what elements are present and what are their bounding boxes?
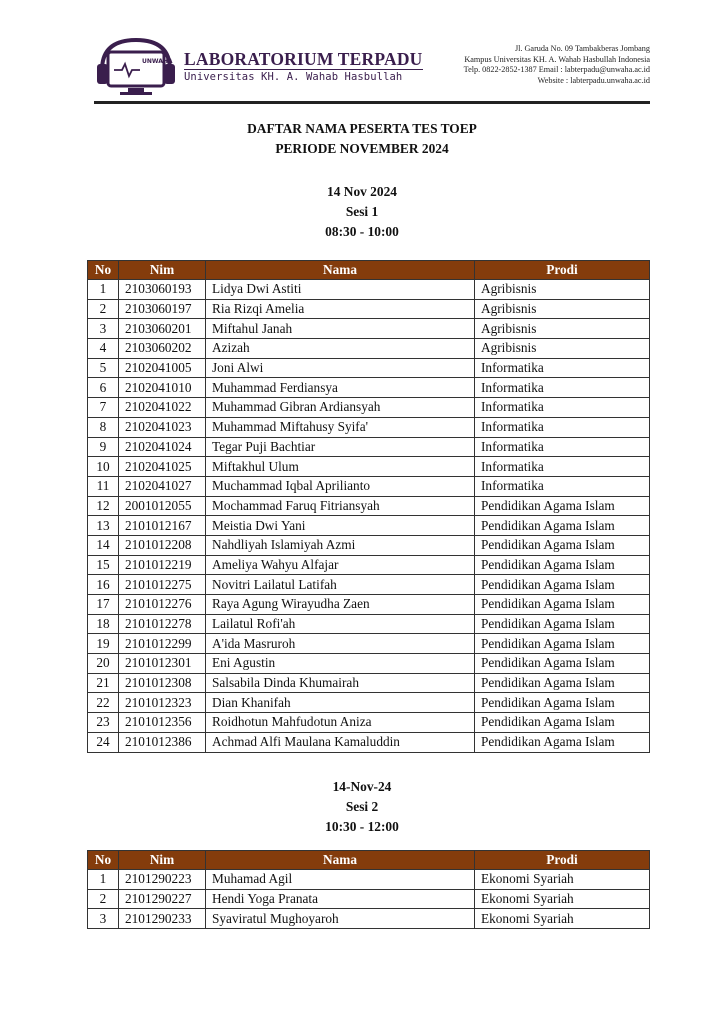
- row-nama: Salsabila Dinda Khumairah: [206, 673, 475, 693]
- table-row: [88, 595, 650, 615]
- row-prodi: Informatika: [475, 358, 650, 378]
- row-prodi: Informatika: [475, 417, 650, 437]
- row-nama: Nahdliyah Islamiyah Azmi: [206, 535, 475, 555]
- row-prodi: Pendidikan Agama Islam: [475, 555, 650, 575]
- row-nama: Eni Agustin: [206, 654, 475, 674]
- row-nim: 2101290223: [119, 870, 206, 890]
- row-prodi: Pendidikan Agama Islam: [475, 535, 650, 555]
- university-name: Universitas KH. A. Wahab Hasbullah: [184, 71, 403, 83]
- row-prodi: Ekonomi Syariah: [475, 889, 650, 909]
- table-row: [88, 496, 650, 516]
- session2-table: [87, 850, 650, 929]
- row-nim: 2101012278: [119, 614, 206, 634]
- row-prodi: Pendidikan Agama Islam: [475, 713, 650, 733]
- document-period: PERIODE NOVEMBER 2024: [275, 141, 449, 156]
- session2-heading: [0, 777, 724, 837]
- table-row: [88, 516, 650, 536]
- row-prodi: Pendidikan Agama Islam: [475, 673, 650, 693]
- row-prodi: Agribisnis: [475, 299, 650, 319]
- website-line: Website : labterpadu.unwaha.ac.id: [537, 75, 650, 85]
- session2-time: 10:30 - 12:00: [325, 819, 399, 834]
- session1-time: 08:30 - 10:00: [325, 224, 399, 239]
- table-row: [88, 299, 650, 319]
- row-prodi: Informatika: [475, 398, 650, 418]
- row-nama: Muhammad Miftahusy Syifa': [206, 417, 475, 437]
- table-row: [88, 870, 650, 890]
- table-header-row: [88, 851, 650, 870]
- row-number: 24: [88, 732, 119, 752]
- row-number: 18: [88, 614, 119, 634]
- table-row: [88, 654, 650, 674]
- row-prodi: Pendidikan Agama Islam: [475, 595, 650, 615]
- row-nama: Hendi Yoga Pranata: [206, 889, 475, 909]
- col-prodi-header: Prodi: [475, 261, 650, 280]
- row-prodi: Agribisnis: [475, 319, 650, 339]
- table-row: [88, 319, 650, 339]
- table-row: [88, 417, 650, 437]
- row-number: 10: [88, 457, 119, 477]
- session1-rows: [88, 280, 650, 753]
- address-line-2: Kampus Universitas KH. A. Wahab Hasbullah Indonesia: [464, 54, 650, 64]
- row-prodi: Pendidikan Agama Islam: [475, 614, 650, 634]
- table-row: [88, 909, 650, 929]
- contact-block: [464, 44, 650, 86]
- col-prodi-header: Prodi: [475, 851, 650, 870]
- row-number: 8: [88, 417, 119, 437]
- row-prodi: Agribisnis: [475, 339, 650, 359]
- row-nim: 2102041027: [119, 476, 206, 496]
- session2-date: 14-Nov-24: [332, 779, 392, 794]
- row-prodi: Informatika: [475, 476, 650, 496]
- row-nama: Dian Khanifah: [206, 693, 475, 713]
- row-nama: Novitri Lailatul Latifah: [206, 575, 475, 595]
- session2-rows: [88, 870, 650, 929]
- row-nim: 2101012275: [119, 575, 206, 595]
- session1-table: [87, 260, 650, 753]
- table-row: [88, 555, 650, 575]
- row-nama: Mochammad Faruq Fitriansyah: [206, 496, 475, 516]
- letterhead: [94, 32, 650, 108]
- row-prodi: Pendidikan Agama Islam: [475, 575, 650, 595]
- header-divider: [94, 101, 650, 104]
- row-nim: 2102041022: [119, 398, 206, 418]
- table-row: [88, 358, 650, 378]
- lab-name: LABORATORIUM TERPADU: [184, 49, 423, 69]
- row-prodi: Ekonomi Syariah: [475, 870, 650, 890]
- row-nim: 2102041025: [119, 457, 206, 477]
- row-prodi: Pendidikan Agama Islam: [475, 516, 650, 536]
- table-row: [88, 693, 650, 713]
- table-row: [88, 889, 650, 909]
- col-nama-header: Nama: [206, 261, 475, 280]
- col-no-header: No: [88, 261, 119, 280]
- session2-label: Sesi 2: [345, 799, 379, 814]
- row-nama: A'ida Masruroh: [206, 634, 475, 654]
- row-number: 21: [88, 673, 119, 693]
- row-number: 3: [88, 909, 119, 929]
- row-number: 16: [88, 575, 119, 595]
- row-nim: 2102041010: [119, 378, 206, 398]
- row-number: 1: [88, 870, 119, 890]
- row-nim: 2101012386: [119, 732, 206, 752]
- row-prodi: Informatika: [475, 437, 650, 457]
- row-number: 4: [88, 339, 119, 359]
- row-nim: 2101012276: [119, 595, 206, 615]
- row-prodi: Agribisnis: [475, 280, 650, 300]
- table-header-row: [88, 261, 650, 280]
- session1-heading: [0, 182, 724, 242]
- row-nim: 2103060193: [119, 280, 206, 300]
- row-nama: Ria Rizqi Amelia: [206, 299, 475, 319]
- row-nim: 2101012356: [119, 713, 206, 733]
- table-row: [88, 476, 650, 496]
- document-title-block: [0, 119, 724, 159]
- row-prodi: Ekonomi Syariah: [475, 909, 650, 929]
- col-nim-header: Nim: [119, 261, 206, 280]
- row-nama: Roidhotun Mahfudotun Aniza: [206, 713, 475, 733]
- row-nama: Lailatul Rofi'ah: [206, 614, 475, 634]
- row-nama: Muhammad Ferdiansya: [206, 378, 475, 398]
- row-number: 14: [88, 535, 119, 555]
- row-nama: Muhamad Agil: [206, 870, 475, 890]
- row-prodi: Informatika: [475, 457, 650, 477]
- table-row: [88, 575, 650, 595]
- table-row: [88, 378, 650, 398]
- table-row: [88, 535, 650, 555]
- table-row: [88, 398, 650, 418]
- row-number: 11: [88, 476, 119, 496]
- session1-label: Sesi 1: [345, 204, 379, 219]
- row-nama: Muchammad Iqbal Aprilianto: [206, 476, 475, 496]
- row-prodi: Informatika: [475, 378, 650, 398]
- row-number: 23: [88, 713, 119, 733]
- row-number: 3: [88, 319, 119, 339]
- table-row: [88, 713, 650, 733]
- row-number: 19: [88, 634, 119, 654]
- row-nama: Achmad Alfi Maulana Kamaluddin: [206, 732, 475, 752]
- row-nama: Ameliya Wahyu Alfajar: [206, 555, 475, 575]
- row-nim: 2101012323: [119, 693, 206, 713]
- row-nim: 2102041023: [119, 417, 206, 437]
- logo-text: UNWAHA: [142, 58, 173, 65]
- row-nama: Muhammad Gibran Ardiansyah: [206, 398, 475, 418]
- row-nama: Syaviratul Mughoyaroh: [206, 909, 475, 929]
- row-prodi: Pendidikan Agama Islam: [475, 654, 650, 674]
- row-number: 9: [88, 437, 119, 457]
- row-number: 5: [88, 358, 119, 378]
- session1-date: 14 Nov 2024: [327, 184, 397, 199]
- row-nim: 2101012308: [119, 673, 206, 693]
- row-number: 20: [88, 654, 119, 674]
- col-nama-header: Nama: [206, 851, 475, 870]
- row-nama: Joni Alwi: [206, 358, 475, 378]
- table-row: [88, 732, 650, 752]
- row-nama: Meistia Dwi Yani: [206, 516, 475, 536]
- row-nim: 2102041024: [119, 437, 206, 457]
- row-nim: 2001012055: [119, 496, 206, 516]
- row-number: 22: [88, 693, 119, 713]
- row-number: 6: [88, 378, 119, 398]
- row-number: 2: [88, 299, 119, 319]
- row-number: 15: [88, 555, 119, 575]
- row-nim: 2101012167: [119, 516, 206, 536]
- col-no-header: No: [88, 851, 119, 870]
- row-nim: 2101290233: [119, 909, 206, 929]
- row-nama: Tegar Puji Bachtiar: [206, 437, 475, 457]
- table-row: [88, 457, 650, 477]
- headphones-monitor-icon: [94, 36, 178, 98]
- row-nim: 2101290227: [119, 889, 206, 909]
- row-prodi: Pendidikan Agama Islam: [475, 496, 650, 516]
- row-nama: Miftahul Janah: [206, 319, 475, 339]
- row-nim: 2103060201: [119, 319, 206, 339]
- row-number: 1: [88, 280, 119, 300]
- col-nim-header: Nim: [119, 851, 206, 870]
- row-nim: 2101012301: [119, 654, 206, 674]
- row-number: 7: [88, 398, 119, 418]
- row-number: 17: [88, 595, 119, 615]
- table-row: [88, 339, 650, 359]
- row-prodi: Pendidikan Agama Islam: [475, 693, 650, 713]
- row-prodi: Pendidikan Agama Islam: [475, 634, 650, 654]
- table-row: [88, 634, 650, 654]
- table-row: [88, 673, 650, 693]
- row-nim: 2103060202: [119, 339, 206, 359]
- row-number: 12: [88, 496, 119, 516]
- table-row: [88, 614, 650, 634]
- row-nim: 2101012219: [119, 555, 206, 575]
- row-nim: 2101012208: [119, 535, 206, 555]
- row-nama: Lidya Dwi Astiti: [206, 280, 475, 300]
- address-line-1: Jl. Garuda No. 09 Tambakberas Jombang: [514, 44, 650, 53]
- row-nim: 2103060197: [119, 299, 206, 319]
- contact-line: Telp. 0822-2852-1387 Email : labterpadu@unwaha.ac.id: [463, 65, 650, 75]
- row-prodi: Pendidikan Agama Islam: [475, 732, 650, 752]
- table-row: [88, 280, 650, 300]
- row-nama: Miftakhul Ulum: [206, 457, 475, 477]
- row-nama: Raya Agung Wirayudha Zaen: [206, 595, 475, 615]
- row-nim: 2101012299: [119, 634, 206, 654]
- row-nama: Azizah: [206, 339, 475, 359]
- table-row: [88, 437, 650, 457]
- row-number: 13: [88, 516, 119, 536]
- row-nim: 2102041005: [119, 358, 206, 378]
- document-title: DAFTAR NAMA PESERTA TES TOEP: [247, 121, 477, 136]
- row-number: 2: [88, 889, 119, 909]
